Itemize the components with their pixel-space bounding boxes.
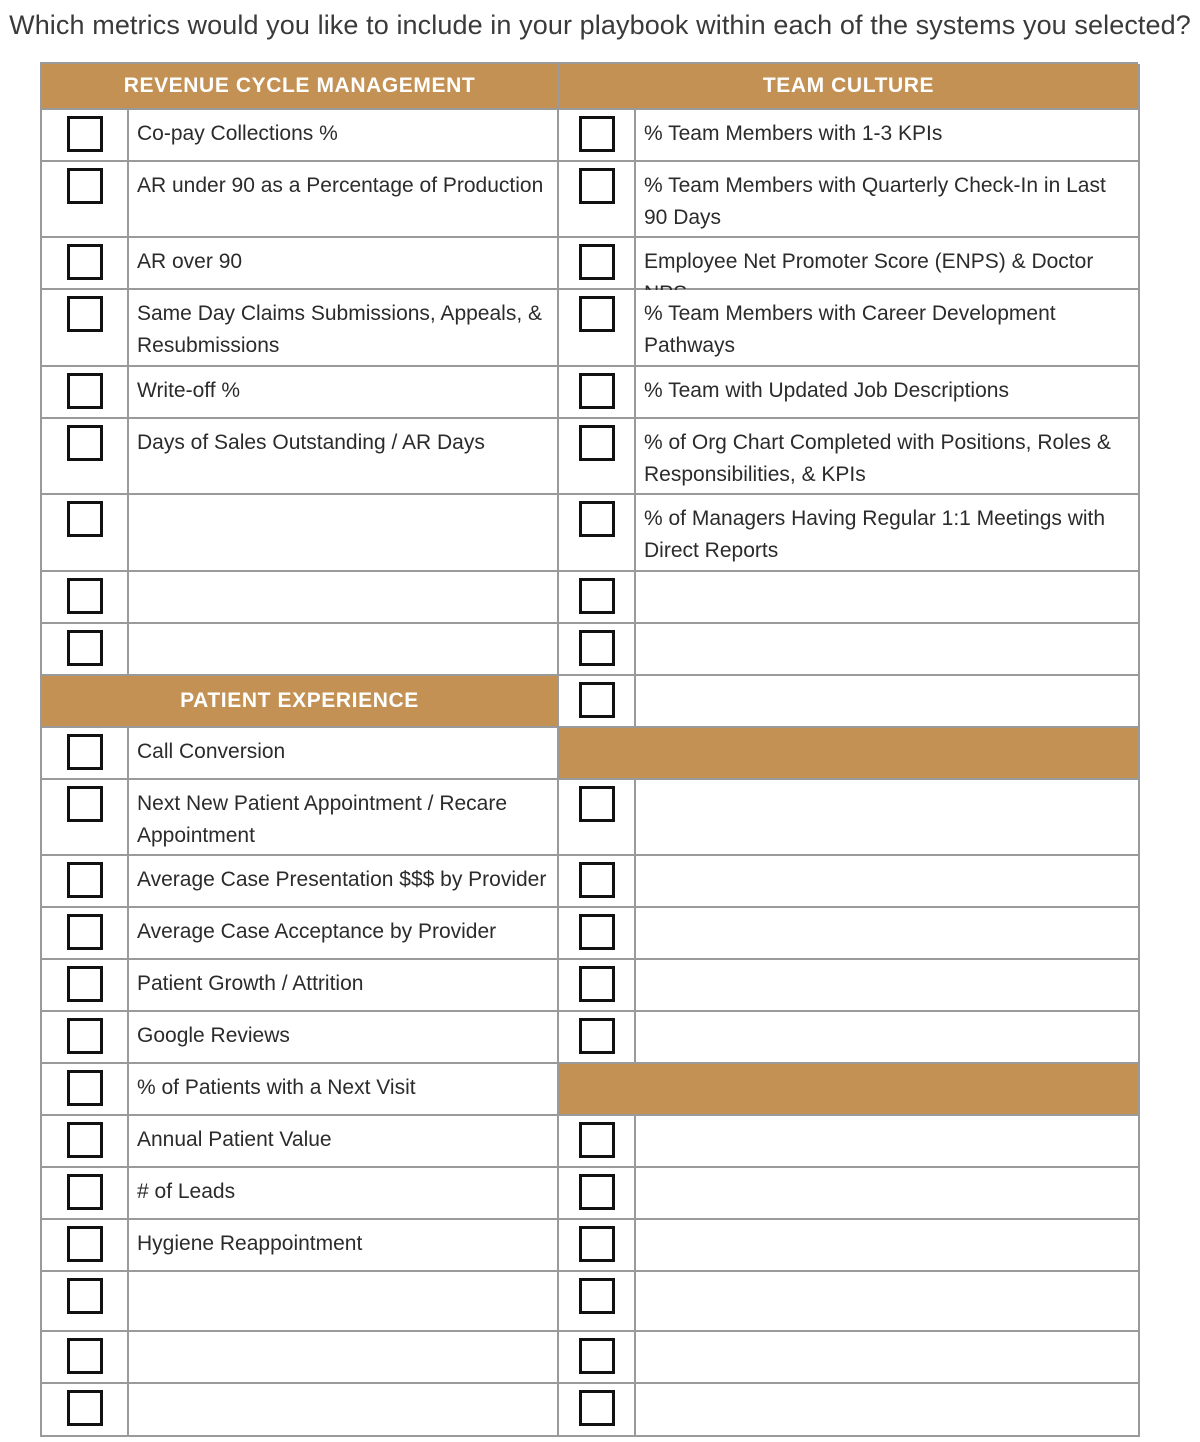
list-item-checkbox-cell: [42, 419, 129, 495]
team-metric-label: % of Org Chart Completed with Positions, Roles & Responsibilities, & KPIs: [636, 419, 1140, 495]
page-question: Which metrics would you like to include in your playbook within each of the systems you selected?: [9, 10, 1191, 40]
list-item-checkbox-cell: [559, 1220, 636, 1272]
list-item-checkbox-cell: [559, 624, 636, 676]
list-item-checkbox-cell: [559, 908, 636, 960]
list-item-checkbox-cell: [559, 1332, 636, 1384]
patient-experience-header: PATIENT EXPERIENCE: [42, 676, 559, 728]
checkbox[interactable]: [579, 373, 615, 409]
team-culture-header: TEAM CULTURE: [559, 64, 1140, 110]
checkbox[interactable]: [579, 630, 615, 666]
list-item-checkbox-cell: [42, 1384, 129, 1437]
patient-metric-label: Average Case Acceptance by Provider: [129, 908, 559, 960]
team-metric-label: Employee Net Promoter Score (ENPS) & Doctor: [636, 238, 1140, 290]
list-item-checkbox-cell: [559, 1168, 636, 1220]
checkbox[interactable]: [67, 425, 103, 461]
team-metric-label: % Team Members with 1-3 KPIs: [636, 110, 1140, 162]
list-item-checkbox-cell: [559, 780, 636, 856]
checkbox[interactable]: [67, 1018, 103, 1054]
list-item-checkbox-cell: [42, 495, 129, 572]
list-item-checkbox-cell: [42, 908, 129, 960]
revenue-metric-label[interactable]: [129, 495, 559, 572]
checkbox[interactable]: [67, 116, 103, 152]
list-item-checkbox-cell: [559, 960, 636, 1012]
list-item-checkbox-cell: [559, 572, 636, 624]
checkbox[interactable]: [67, 1122, 103, 1158]
checkbox[interactable]: [579, 1018, 615, 1054]
team-metric-label[interactable]: [636, 572, 1140, 624]
list-item-checkbox-cell: [42, 238, 129, 290]
list-item-checkbox-cell: [559, 676, 636, 728]
checkbox[interactable]: [67, 1338, 103, 1374]
checkbox[interactable]: [67, 1390, 103, 1426]
section-band: [559, 728, 1140, 780]
list-item-checkbox-cell: [559, 1272, 636, 1332]
checkbox[interactable]: [579, 425, 615, 461]
list-item-checkbox-cell: [559, 1384, 636, 1437]
list-item-checkbox-cell: [559, 110, 636, 162]
checkbox[interactable]: [579, 1390, 615, 1426]
checkbox[interactable]: [579, 578, 615, 614]
list-item-checkbox-cell: [559, 238, 636, 290]
checkbox[interactable]: [579, 501, 615, 537]
blank-metric-label[interactable]: [636, 960, 1140, 1012]
patient-metric-label[interactable]: [129, 1384, 559, 1437]
list-item-checkbox-cell: [42, 162, 129, 238]
checkbox[interactable]: [67, 373, 103, 409]
patient-metric-label: % of Patients with a Next Visit: [129, 1064, 559, 1116]
list-item-checkbox-cell: [42, 624, 129, 676]
checkbox[interactable]: [579, 786, 615, 822]
revenue-metric-label: Co-pay Collections %: [129, 110, 559, 162]
checkbox[interactable]: [67, 1070, 103, 1106]
checkbox[interactable]: [579, 1174, 615, 1210]
list-item-checkbox-cell: [42, 1064, 129, 1116]
checkbox[interactable]: [579, 1278, 615, 1314]
blank-metric-label[interactable]: [636, 1332, 1140, 1384]
patient-metric-label[interactable]: [129, 1332, 559, 1384]
blank-metric-label[interactable]: [636, 1012, 1140, 1064]
blank-metric-label[interactable]: [636, 780, 1140, 856]
section-band: [559, 1064, 1140, 1116]
checkbox[interactable]: [579, 1226, 615, 1262]
checkbox[interactable]: [579, 116, 615, 152]
blank-metric-label[interactable]: [636, 1168, 1140, 1220]
list-item-checkbox-cell: [559, 495, 636, 572]
patient-metric-label: # of Leads: [129, 1168, 559, 1220]
revenue-metric-label[interactable]: [129, 572, 559, 624]
team-metric-label: % of Managers Having Regular 1:1 Meetings with Direct Reports: [636, 495, 1140, 572]
checkbox[interactable]: [579, 862, 615, 898]
checkbox[interactable]: [579, 966, 615, 1002]
list-item-checkbox-cell: [42, 780, 129, 856]
checkbox[interactable]: [67, 630, 103, 666]
checkbox[interactable]: [579, 682, 615, 718]
list-item-checkbox-cell: [42, 1272, 129, 1332]
blank-metric-label[interactable]: [636, 1272, 1140, 1332]
list-item-checkbox-cell: [42, 856, 129, 908]
checkbox[interactable]: [67, 501, 103, 537]
blank-metric-label[interactable]: [636, 1116, 1140, 1168]
revenue-metric-label: AR under 90 as a Percentage of Production: [129, 162, 559, 238]
list-item-checkbox-cell: [42, 960, 129, 1012]
checkbox[interactable]: [67, 966, 103, 1002]
list-item-checkbox-cell: [559, 856, 636, 908]
list-item-checkbox-cell: [42, 1220, 129, 1272]
patient-metric-label: Annual Patient Value: [129, 1116, 559, 1168]
checkbox[interactable]: [579, 1338, 615, 1374]
blank-metric-label[interactable]: [636, 856, 1140, 908]
revenue-cycle-header: REVENUE CYCLE MANAGEMENT: [42, 64, 559, 110]
patient-metric-label: Average Case Presentation $$$ by Provider: [129, 856, 559, 908]
checkbox[interactable]: [579, 168, 615, 204]
checkbox[interactable]: [67, 734, 103, 770]
checkbox[interactable]: [67, 1174, 103, 1210]
team-metric-label: % Team with Updated Job Descriptions: [636, 367, 1140, 419]
patient-metric-label[interactable]: [129, 1272, 559, 1332]
list-item-checkbox-cell: [559, 290, 636, 367]
patient-metric-label: Patient Growth / Attrition: [129, 960, 559, 1012]
checkbox[interactable]: [579, 296, 615, 332]
checkbox[interactable]: [579, 1122, 615, 1158]
blank-metric-label[interactable]: [636, 1384, 1140, 1437]
list-item-checkbox-cell: [42, 1168, 129, 1220]
list-item-checkbox-cell: [42, 1116, 129, 1168]
revenue-metric-label: Write-off %: [129, 367, 559, 419]
patient-metric-label: Call Conversion: [129, 728, 559, 780]
list-item-checkbox-cell: [559, 162, 636, 238]
patient-metric-label: Next New Patient Appointment / Recare Appointment: [129, 780, 559, 856]
checkbox[interactable]: [67, 914, 103, 950]
checkbox[interactable]: [67, 1226, 103, 1262]
blank-metric-label[interactable]: [636, 1220, 1140, 1272]
list-item-checkbox-cell: [559, 1012, 636, 1064]
checkbox[interactable]: [67, 168, 103, 204]
list-item-checkbox-cell: [42, 367, 129, 419]
checkbox[interactable]: [579, 914, 615, 950]
list-item-checkbox-cell: [559, 1116, 636, 1168]
checkbox[interactable]: [67, 1278, 103, 1314]
list-item-checkbox-cell: [42, 572, 129, 624]
checkbox[interactable]: [67, 244, 103, 280]
metrics-table: [40, 62, 1138, 1437]
revenue-metric-label[interactable]: [129, 624, 559, 676]
checkbox[interactable]: [579, 244, 615, 280]
list-item-checkbox-cell: [42, 1332, 129, 1384]
revenue-metric-label: Days of Sales Outstanding / AR Days: [129, 419, 559, 495]
team-metric-label: % Team Members with Quarterly Check-In in Last 90 Days: [636, 162, 1140, 238]
revenue-metric-label: AR over 90: [129, 238, 559, 290]
list-item-checkbox-cell: [42, 110, 129, 162]
list-item-checkbox-cell: [559, 419, 636, 495]
revenue-metric-label: Same Day Claims Submissions, Appeals, & Resubmissions: [129, 290, 559, 367]
list-item-checkbox-cell: [42, 290, 129, 367]
patient-metric-label: Google Reviews: [129, 1012, 559, 1064]
patient-metric-label: Hygiene Reappointment: [129, 1220, 559, 1272]
list-item-checkbox-cell: [559, 367, 636, 419]
checkbox[interactable]: [67, 578, 103, 614]
blank-metric-label[interactable]: [636, 908, 1140, 960]
team-metric-label: % Team Members with Career Development Pathways: [636, 290, 1140, 367]
team-metric-label[interactable]: [636, 624, 1140, 676]
list-item-checkbox-cell: [42, 1012, 129, 1064]
checkbox[interactable]: [67, 786, 103, 822]
checkbox[interactable]: [67, 862, 103, 898]
team-metric-label[interactable]: [636, 676, 1140, 728]
checkbox[interactable]: [67, 296, 103, 332]
list-item-checkbox-cell: [42, 728, 129, 780]
